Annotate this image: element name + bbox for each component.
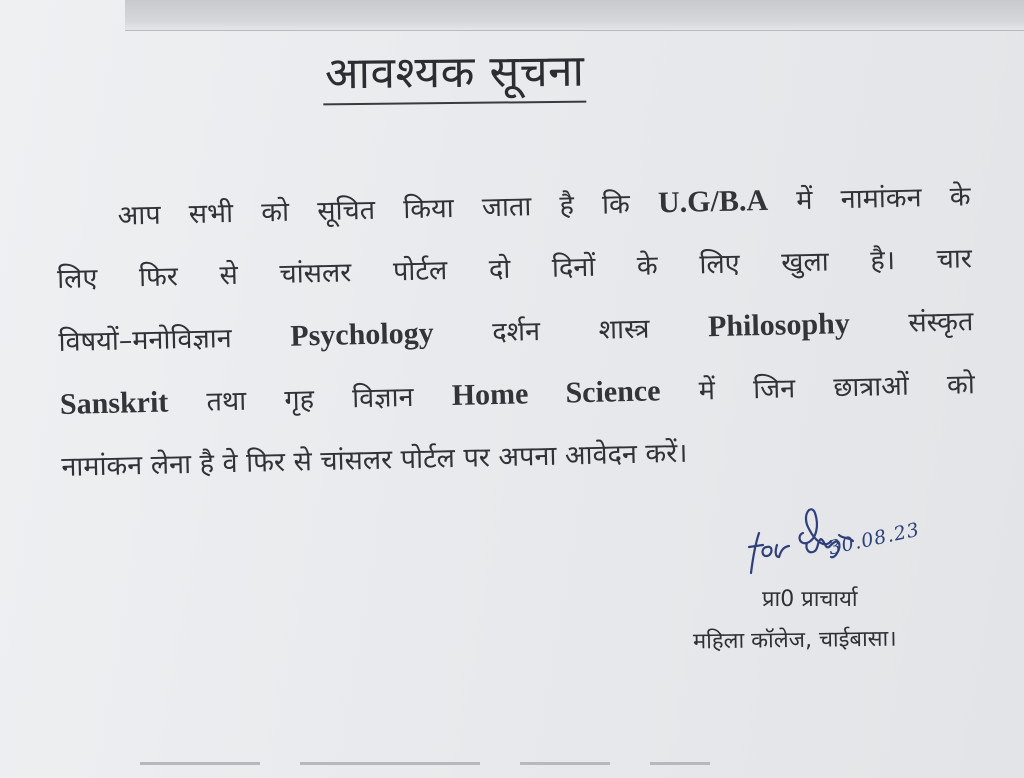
notice-body [55,165,977,499]
notice-line-1: आप सभी को सूचित किया जाता है कि U.G/B.A में नामांकन के [117,181,971,232]
notice-line-2: लिए फिर से चांसलर पोर्टल दो दिनों के लिए खुला है। चार [56,243,973,295]
notice-title: आवश्यक सूचना [323,39,587,106]
previous-sheet-edge [125,0,1024,31]
notice-line-4: Sanskrit तथा गृह विज्ञान Home Science में जिन छात्राओं को [59,369,976,421]
notice-line-5: नामांकन लेना है वे फिर से चांसलर पोर्टल पर अपना आवेदन करें। [61,437,688,483]
next-sheet-edge [140,762,1024,778]
notice-line-3: विषयों–मनोविज्ञान Psychology दर्शन शास्त्र Philosophy संस्कृत [58,306,974,358]
college-name: महिला कॉलेज, चाईबासा। [692,626,897,655]
signature-date: 30.08.23 [826,518,922,560]
signatory-designation: प्रा0 प्राचार्या [762,587,858,612]
